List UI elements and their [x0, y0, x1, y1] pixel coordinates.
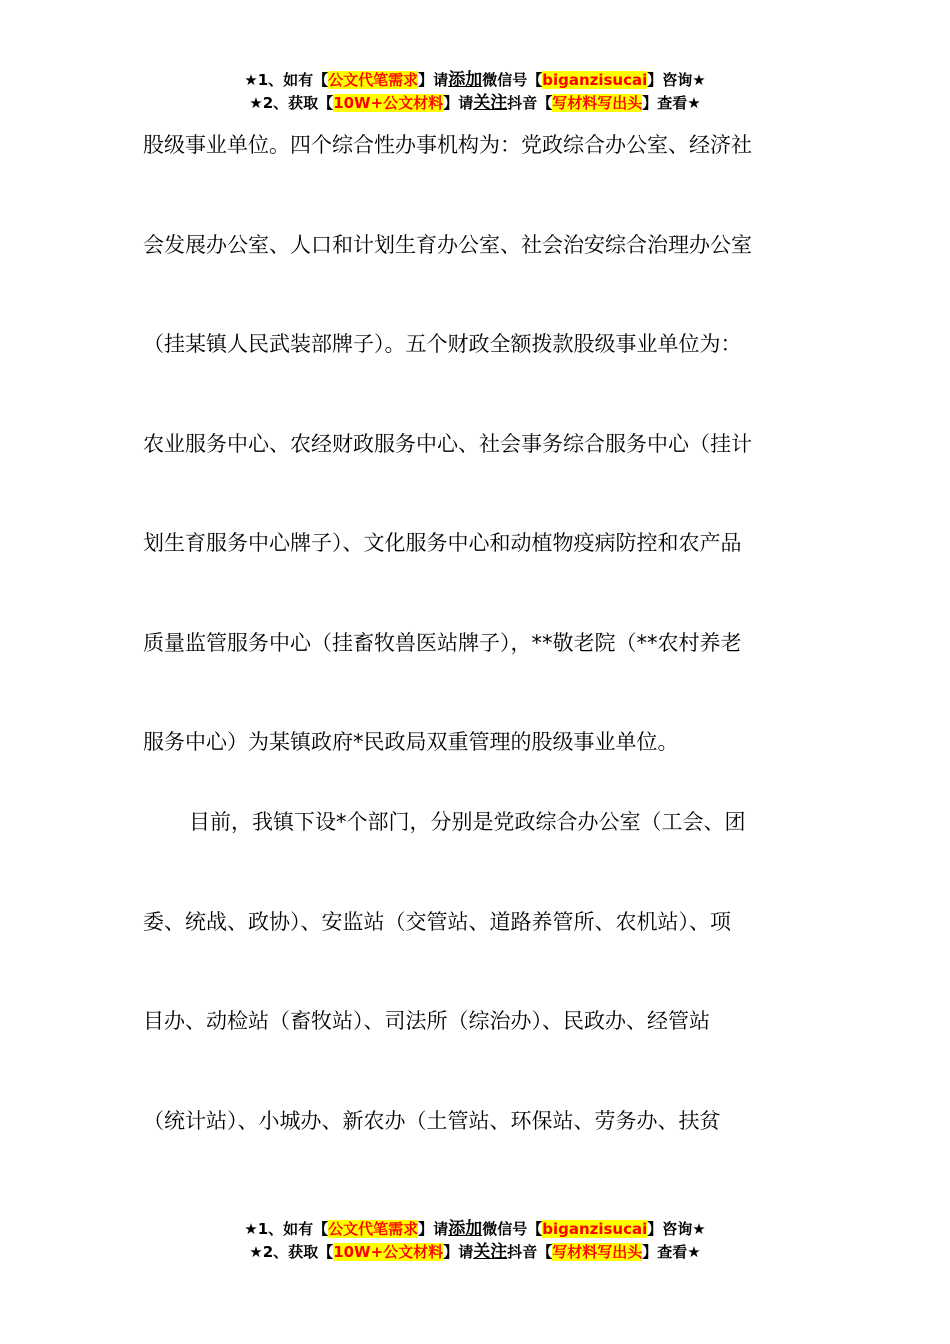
- footer-line-1-emphasis: 添加: [448, 1219, 483, 1239]
- footer-line-2-highlight-douyin: 写材料写出头: [552, 1243, 643, 1261]
- banner-line-2-suffix: 】查看★: [642, 94, 701, 112]
- footer-line-2-suffix: 】查看★: [642, 1243, 701, 1261]
- banner-line-2: [0, 92, 950, 115]
- banner-line-1-highlight-service: 公文代笔需求: [328, 71, 419, 89]
- paragraph-first-line: 目前，我镇下设*个部门，分别是党政综合办公室（工会、团: [189, 810, 746, 834]
- body-line: 划生育服务中心牌子）、文化服务中心和动植物疫病防控和农产品: [143, 531, 742, 555]
- body-line: 农业服务中心、农经财政服务中心、社会事务综合服务中心（挂计: [143, 431, 752, 456]
- footer-line-1-mid: 】请: [418, 1220, 449, 1238]
- footer-line-2-highlight-materials: 10W+公文材料: [333, 1243, 444, 1261]
- body-line: 会发展办公室、人口和计划生育办公室、社会治安综合治理办公室: [143, 232, 752, 257]
- banner-line-2-emphasis: 关注: [473, 93, 508, 113]
- banner-line-1-mid: 】请: [418, 71, 449, 89]
- banner-line-2-mid: 】请: [443, 94, 474, 112]
- banner-line-1-suffix: 】咨询★: [647, 71, 706, 89]
- footer-line-1-suffix: 】咨询★: [647, 1220, 706, 1238]
- body-line: 委、统战、政协）、安监站（交管站、道路养管所、农机站）、项: [143, 909, 731, 934]
- banner-line-1-prefix: ★1、如有【: [244, 71, 329, 89]
- footer-line-1: [0, 1218, 950, 1241]
- footer-line-2-mid-2: 抖音【: [507, 1243, 553, 1261]
- footer-line-1-prefix: ★1、如有【: [244, 1220, 329, 1238]
- banner-line-1-mid-2: 微信号【: [482, 71, 543, 89]
- footer-line-2-prefix: ★2、获取【: [249, 1243, 334, 1261]
- banner-line-1-highlight-wechat: biganzisucai: [542, 71, 648, 89]
- body-line: 质量监管服务中心（挂畜牧兽医站牌子），**敬老院（**农村养老: [143, 630, 742, 655]
- header-banner: [0, 69, 950, 115]
- footer-banner: [0, 1218, 950, 1264]
- body-line: 服务中心）为某镇政府*民政局双重管理的股级事业单位。: [143, 730, 679, 754]
- banner-line-2-highlight-douyin: 写材料写出头: [552, 94, 643, 112]
- banner-line-2-mid-2: 抖音【: [507, 94, 553, 112]
- banner-line-1: [0, 69, 950, 92]
- body-line: 股级事业单位。四个综合性办事机构为：党政综合办公室、经济社: [143, 133, 752, 157]
- body-line: （挂某镇人民武装部牌子）。五个财政全额拨款股级事业单位为：: [143, 332, 742, 356]
- body-line: 目办、动检站（畜牧站）、司法所（综治办）、民政办、经管站: [143, 1009, 710, 1033]
- banner-line-2-prefix: ★2、获取【: [249, 94, 334, 112]
- banner-line-2-highlight-materials: 10W+公文材料: [333, 94, 444, 112]
- footer-line-2: [0, 1241, 950, 1264]
- footer-line-2-emphasis: 关注: [473, 1242, 508, 1262]
- footer-line-1-highlight-service: 公文代笔需求: [328, 1220, 419, 1238]
- footer-line-1-highlight-wechat: biganzisucai: [542, 1220, 648, 1238]
- banner-line-1-emphasis: 添加: [448, 70, 483, 90]
- body-line: （统计站）、小城办、新农办（土管站、环保站、劳务办、扶贫: [143, 1108, 721, 1133]
- footer-line-1-mid-2: 微信号【: [482, 1220, 543, 1238]
- document-body: [143, 118, 803, 1193]
- footer-line-2-mid: 】请: [443, 1243, 474, 1261]
